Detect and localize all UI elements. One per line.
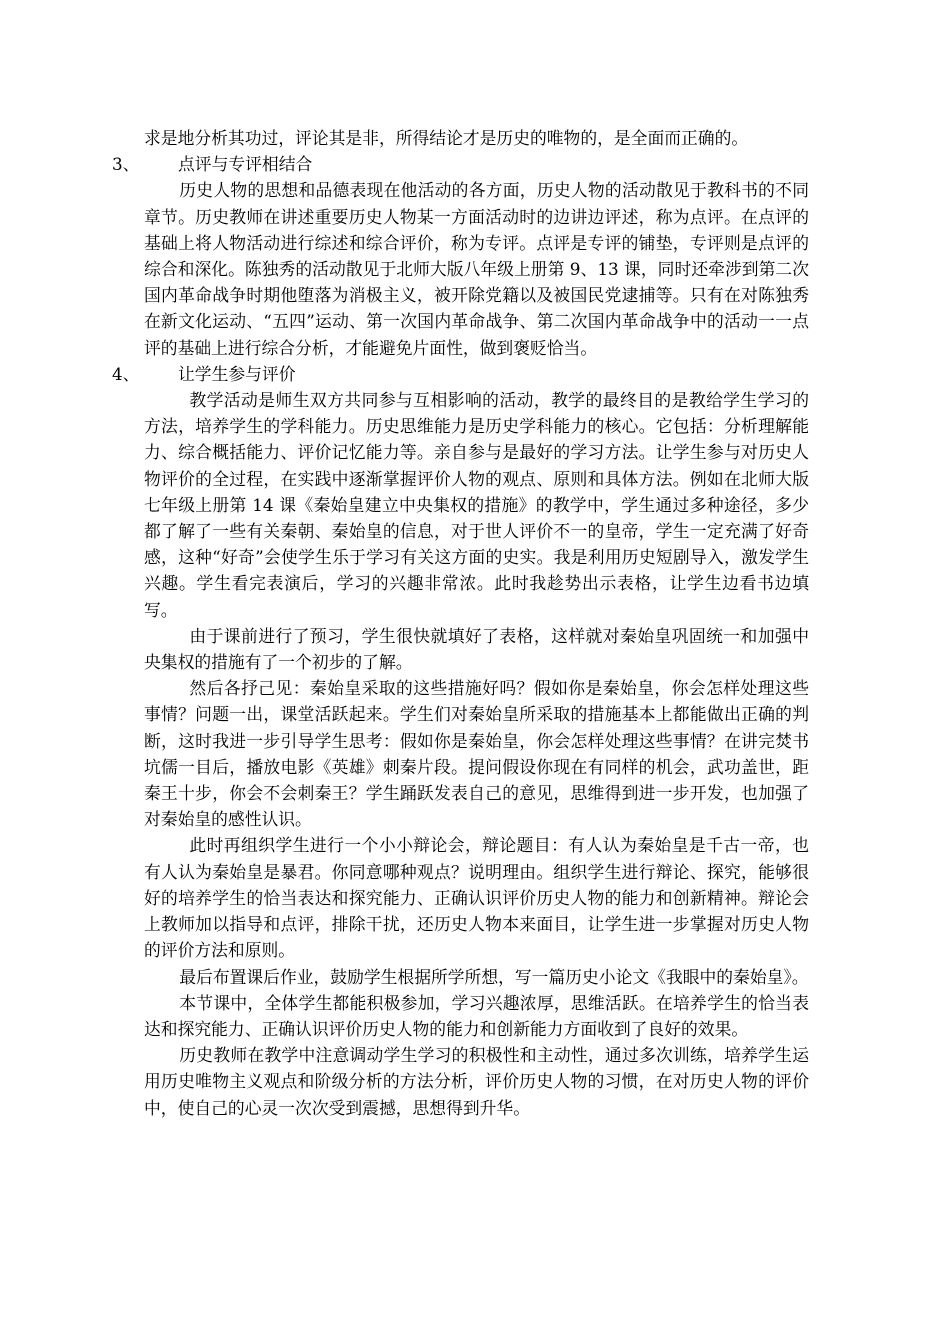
paragraph: 历史人物的思想和品德表现在他活动的各方面，历史人物的活动散见于教科书的不同章节。历史教师在讲述重要历史人物某一方面活动时的边讲边评述，称为点评。在点评的基础上将人物活动进行综述和综合评价，称为专评。点评是专评的铺垫，专评则是点评的综合和深化。陈独秀的活动散见于北师大版八年级上册第 9、13 课，同时还牵涉到第二次国内革命战争时期他堕落为消极主义，被开除党籍以及被国民党逮捕等。只有在对陈独秀在新文化运动、“五四”运动、第一次国内革命战争、第二次国内革命战争中的活动一一点评的基础上进行综合分析，才能避免片面性，做到褒贬恰当。 <box>144 180 809 358</box>
paragraph: 教学活动是师生双方共同参与互相影响的活动，教学的最终目的是教给学生学习的方法，培养学生的学科能力。历史思维能力是历史学科能力的核心。它包括：分析理解能力、综合概括能力、评价记忆能力等。亲自参与是最好的学习方法。让学生参与对历史人物评价的全过程，在实践中逐渐掌握评价人物的观点、原则和具体方法。例如在北师大版七年级上册第 14 课《秦始皇建立中央集权的措施》的教学中，学生通过多种途径，多少都了解了一些有关秦朝、秦始皇的信息，对于世人评价不一的皇帝，学生一定充满了好奇感，这种“好奇”会使学生乐于学习有关这方面的史实。我是利用历史短剧导入，激发学生兴趣。学生看完表演后，学习的兴趣非常浓。此时我趁势出示表格，让学生边看书边填写。 <box>144 390 809 620</box>
paragraph: 此时再组织学生进行一个小小辩论会，辩论题目：有人认为秦始皇是千古一帝，也有人认为秦始皇是暴君。你同意哪种观点？说明理由。组织学生进行辩论、探究，能够很好的培养学生的恰当表达和探究能力、正确认识评价历史人物的能力和创新精神。辩论会上教师加以指导和点评，排除干扰，还历史人物本来面目，让学生进一步掌握对历史人物的评价方法和原则。 <box>144 835 809 961</box>
paragraph: 最后布置课后作业，鼓励学生根据所学所想，写一篇历史小论文《我眼中的秦始皇》。 <box>179 966 809 987</box>
section-title: 点评与专评相结合 <box>178 154 313 175</box>
paragraph: 由于课前进行了预习，学生很快就填好了表格，这样就对秦始皇巩固统一和加强中央集权的措施有了一个初步的了解。 <box>144 625 809 673</box>
section-number: 4、 <box>112 363 140 384</box>
section-title: 让学生参与评价 <box>178 363 296 384</box>
paragraph-continuation: 求是地分析其功过，评论其是非，所得结论才是历史的唯物的，是全面而正确的。 <box>144 128 749 148</box>
section-number: 3、 <box>112 154 140 175</box>
paragraph: 本节课中，全体学生都能积极参加，学习兴趣浓厚，思维活跃。在培养学生的恰当表达和探究能力、正确认识评价历史人物的能力和创新能力方面收到了良好的效果。 <box>144 992 809 1039</box>
paragraph: 然后各抒己见：秦始皇采取的这些措施好吗？假如你是秦始皇，你会怎样处理这些事情？问题一出，课堂活跃起来。学生们对秦始皇所采取的措施基本上都能做出正确的判断，这时我进一步引导学生思考：假如你是秦始皇，你会怎样处理这些事情？在讲完焚书坑儒一目后，播放电影《英雄》刺秦片段。提问假设你现在有同样的机会，武功盖世，距秦王十步，你会不会刺秦王？学生踊跃发表自己的意见，思维得到进一步开发，也加强了对秦始皇的感性认识。 <box>144 678 809 830</box>
section-heading-4 <box>112 361 950 387</box>
paragraph: 历史教师在教学中注意调动学生学习的积极性和主动性，通过多次训练，培养学生运用历史唯物主义观点和阶级分析的方法分析，评价历史人物的习惯，在对历史人物的评价中，使自己的心灵一次次受到震撼，思想得到升华。 <box>144 1045 809 1118</box>
section-heading-3 <box>112 151 950 177</box>
